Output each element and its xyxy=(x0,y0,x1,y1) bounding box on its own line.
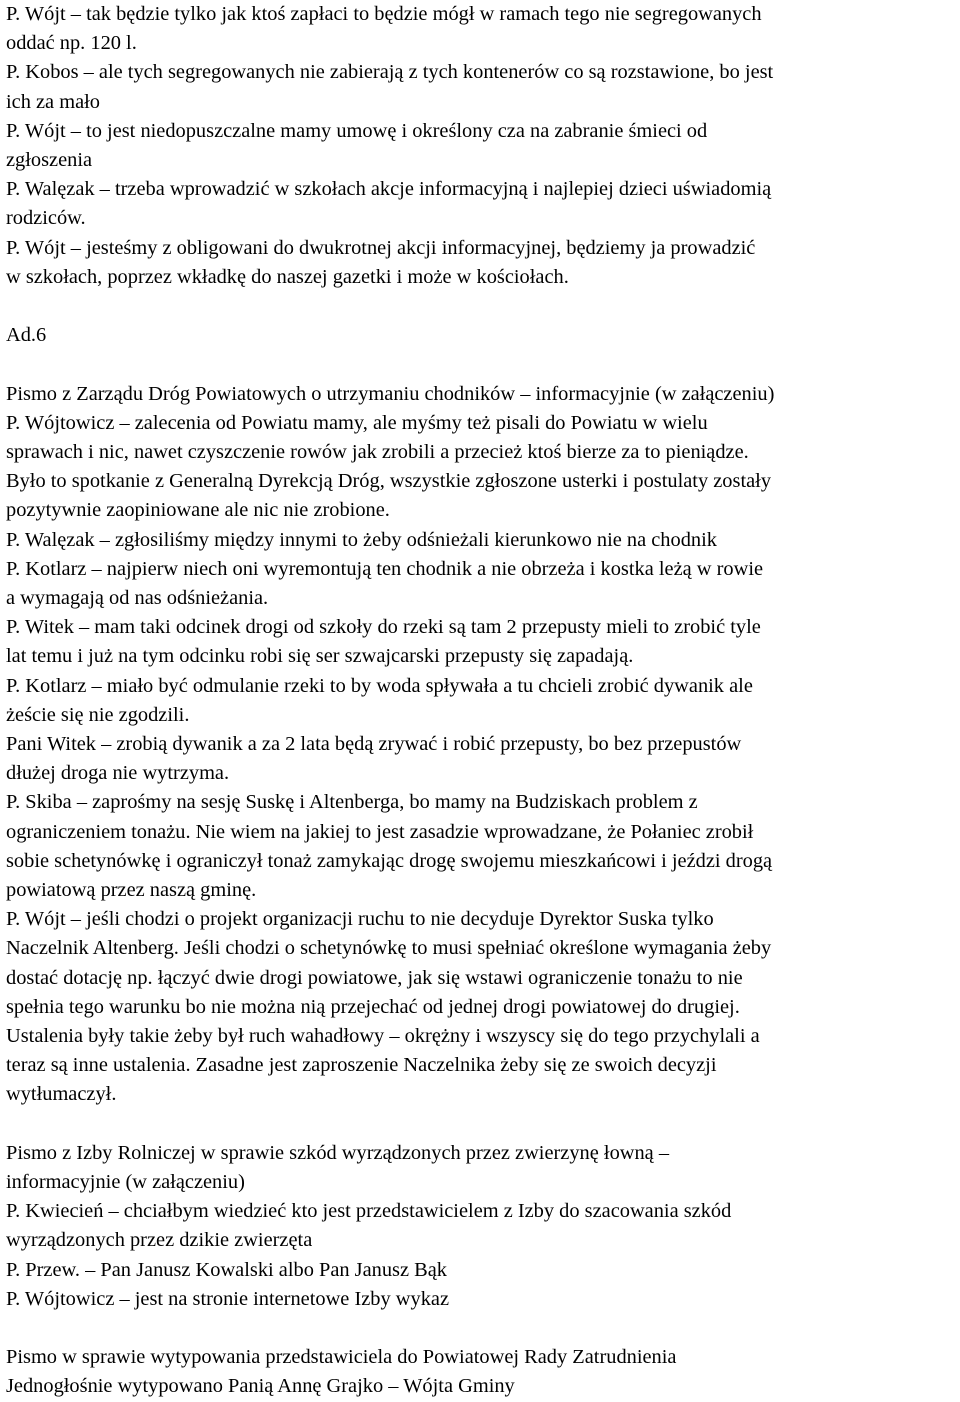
text-line: wyrządzonych przez dzikie zwierzęta xyxy=(6,1229,313,1252)
text-line: P. Witek – mam taki odcinek drogi od szkoły do rzeki są tam 2 przepusty mieli to zrobić tyle xyxy=(6,616,761,639)
blank-line xyxy=(6,1110,954,1139)
text-line: Pismo z Izby Rolniczej w sprawie szkód wyrządzonych przez zwierzynę łowną – xyxy=(6,1141,670,1164)
section-heading: Ad.6 xyxy=(6,324,47,347)
text-line: Pismo w sprawie wytypowania przedstawiciela do Powiatowej Rady Zatrudnienia xyxy=(6,1346,677,1369)
text-line: Pani Witek – zrobią dywanik a za 2 lata będą zrywać i robić przepusty, bo bez przepustów xyxy=(6,733,742,756)
text-line: oddać np. 120 l. xyxy=(6,32,137,55)
text-line: dłużej droga nie wytrzyma. xyxy=(6,762,230,785)
text-line: P. Kobos – ale tych segregowanych nie zabierają z tych kontenerów co są rozstawione, bo jest xyxy=(6,61,774,84)
text-line: żeście się nie zgodzili. xyxy=(6,703,190,726)
text-line: P. Walęzak – trzeba wprowadzić w szkołach akcje informacyjną i najlepiej dzieci uświadomią xyxy=(6,178,772,201)
text-line: P. Skiba – zaprośmy na sesję Suskę i Altenberga, bo mamy na Budziskach problem z xyxy=(6,791,698,814)
text-line: a wymagają od nas odśnieżania. xyxy=(6,587,269,610)
blank-line xyxy=(6,292,954,321)
text-line: Pismo z Zarządu Dróg Powiatowych o utrzymaniu chodników – informacyjnie (w załączeniu) xyxy=(6,382,775,405)
text-line: ograniczeniem tonażu. Nie wiem na jakiej to jest zasadzie wprowadzane, że Połaniec zrobił xyxy=(6,820,754,843)
text-line: P. Wójt – tak będzie tylko jak ktoś zapłaci to będzie mógł w ramach tego nie segregowanych xyxy=(6,3,762,25)
text-line: spełnia tego warunku bo nie można nią przejechać od jednej drogi powiatowej do drugiej. xyxy=(6,995,740,1018)
text-line: Naczelnik Altenberg. Jeśli chodzi o schetynówkę to musi spełniać określone wymagania żeby xyxy=(6,937,772,960)
text-line: P. Wójt – jeśli chodzi o projekt organizacji ruchu to nie decyduje Dyrektor Suska tylko xyxy=(6,908,714,931)
text-line: P. Kwiecień – chciałbym wiedzieć kto jest przedstawicielem z Izby do szacowania szkód xyxy=(6,1200,732,1223)
text-line: P. Walęzak – zgłosiliśmy między innymi to żeby odśnieżali kierunkowo nie na chodnik xyxy=(6,528,717,551)
text-line: P. Wójtowicz – zalecenia od Powiatu mamy, ale myśmy też pisali do Powiatu w wielu xyxy=(6,411,708,434)
text-line: pozytywnie zaopiniowane ale nic nie zrobione. xyxy=(6,499,390,522)
blank-line xyxy=(6,1314,954,1343)
text-line: sprawach i nic, nawet czyszczenie rowów jak zrobili a przecież ktoś bierze za to pieniądze. xyxy=(6,441,749,464)
text-line: wytłumaczył. xyxy=(6,1083,117,1106)
text-line: informacyjnie (w załączeniu) xyxy=(6,1171,245,1194)
text-line: Było to spotkanie z Generalną Dyrekcją Dróg, wszystkie zgłoszone usterki i postulaty zostały xyxy=(6,470,772,493)
blank-line xyxy=(6,350,954,379)
text-line: dostać dotację np. łączyć dwie drogi powiatowe, jak się wstawi ograniczenie tonażu to nie xyxy=(6,966,743,989)
text-line: w szkołach, poprzez wkładkę do naszej gazetki i może w kościołach. xyxy=(6,265,569,288)
text-line: P. Przew. – Pan Janusz Kowalski albo Pan Janusz Bąk xyxy=(6,1258,447,1281)
text-line: lat temu i już na tym odcinku robi się ser szwajcarski przepusty się zapadają. xyxy=(6,645,634,668)
text-line: Ustalenia były takie żeby był ruch wahadłowy – okrężny i wszyscy się do tego przychylali a xyxy=(6,1025,760,1048)
text-line: ich za mało xyxy=(6,90,100,113)
text-line: powiatową przez naszą gminę. xyxy=(6,879,257,902)
text-line: zgłoszenia xyxy=(6,149,93,172)
text-line: P. Kotlarz – miało być odmulanie rzeki to by woda spływała a tu chcieli zrobić dywanik ale xyxy=(6,674,753,697)
text-line: teraz są inne ustalenia. Zasadne jest zaproszenie Naczelnika żeby się ze swoich decyzji xyxy=(6,1054,717,1077)
text-line: P. Wójt – to jest niedopuszczalne mamy umowę i określony cza na zabranie śmieci od xyxy=(6,119,708,142)
text-line: rodziców. xyxy=(6,207,86,230)
text-line: P. Kotlarz – najpierw niech oni wyremontują ten chodnik a nie obrzeża i kostka leżą w rowie xyxy=(6,557,764,580)
text-line: P. Wójt – jesteśmy z obligowani do dwukrotnej akcji informacyjnej, będziemy ja prowadzić xyxy=(6,236,756,259)
text-line: sobie schetynówkę i ograniczył tonaż zamykając drogę swojemu mieszkańcowi i jeździ drogą xyxy=(6,849,773,872)
text-line: Jednogłośnie wytypowano Panią Annę Grajko – Wójta Gminy xyxy=(6,1375,515,1398)
text-line: P. Wójtowicz – jest na stronie internetowe Izby wykaz xyxy=(6,1287,449,1310)
